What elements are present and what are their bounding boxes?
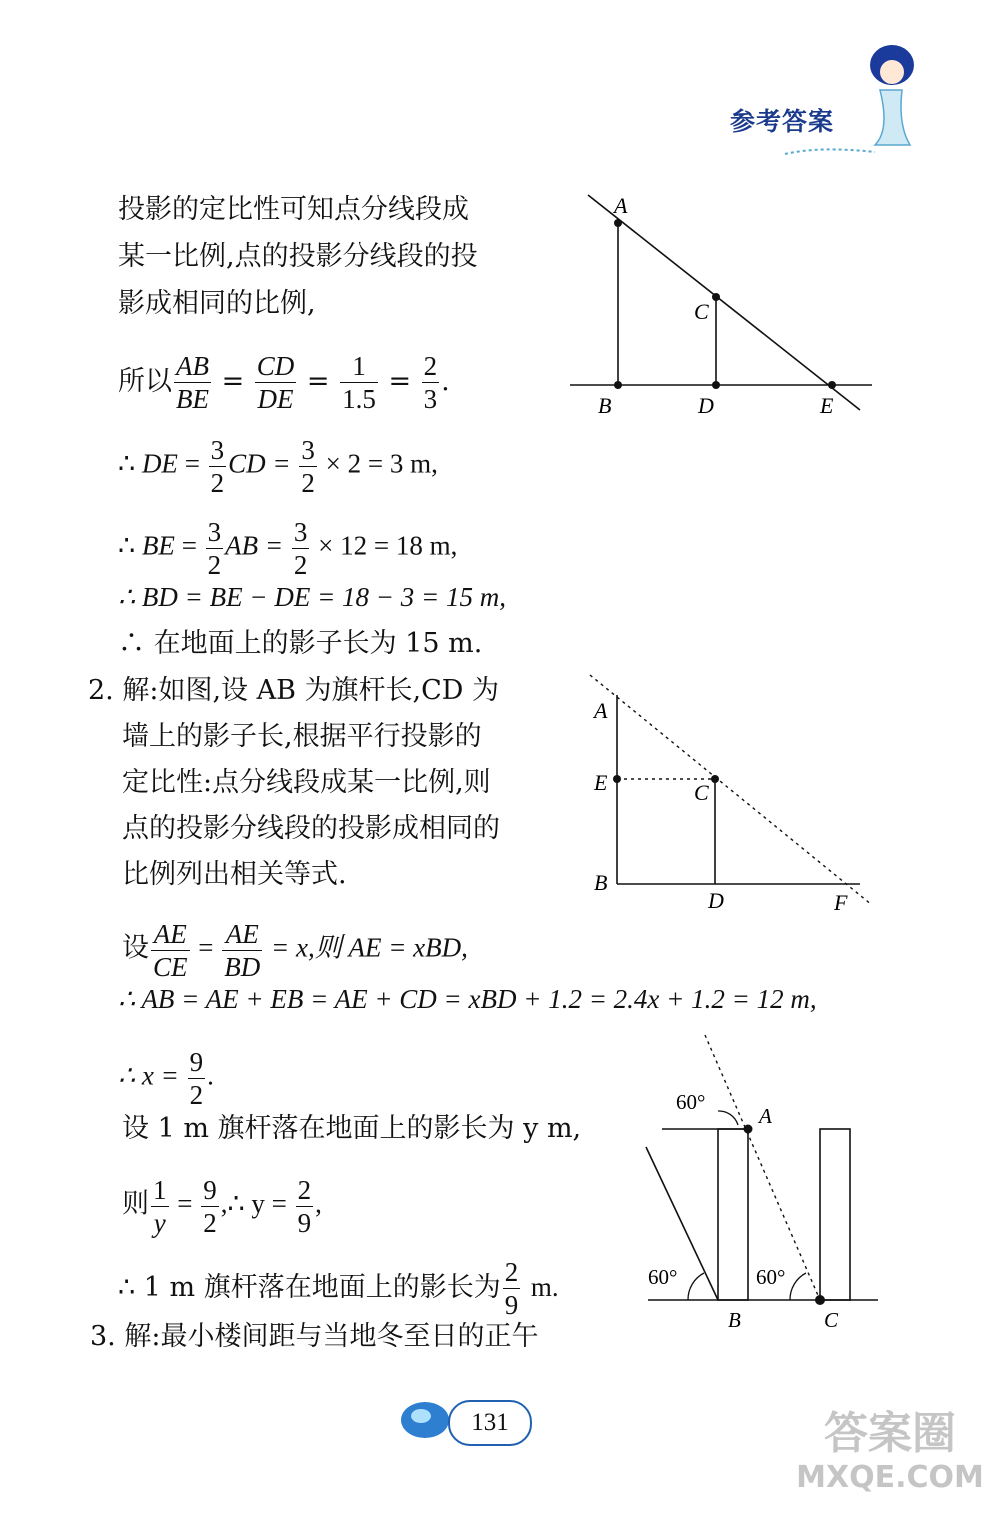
s2-line1: 2. 解:如图,设 AB 为旗杆长,CD 为 [88,675,499,706]
watermark: 答案圈 MXQE.COM [796,1408,984,1495]
s1-be-line: ∴ BE = $\frac{3}{2}$ AB = $\frac{3}{2}$ × 12 = 18 m, [118,517,458,580]
s1-line1: 投影的定比性可知点分线段成 [118,194,469,225]
fig2-label-b: B [594,870,608,895]
frac-2-3: $\frac{2}{3}$ [423,351,438,414]
fig3-label-b: B [728,1308,741,1332]
header-decoration [780,140,880,160]
fig1-label-e: E [820,393,834,418]
fig3-angle-top: 60° [676,1090,706,1114]
s2-line5: 比例列出相关等式. [122,859,347,890]
s2-line3: 定比性:点分线段成某一比例,则 [122,767,491,798]
page-number: 131 [448,1400,532,1446]
s1-bd-line: ∴ BD = BE − DE = 18 − 3 = 15 m, [118,582,506,612]
fig2-label-e: E [594,770,608,795]
s3-line1: 3. 解:最小楼间距与当地冬至日的正午 [90,1321,539,1352]
s2-shadow-line: ∴ 1 m 旗杆落在地面上的影长为 $\frac{2}{9}$ m. [118,1257,559,1320]
fig1-label-b: B [598,393,612,418]
fig3-angle-left: 60° [648,1265,678,1289]
fig2-label-a: A [594,698,608,723]
frac-ab-be: $\frac{AB}{BE}$ [176,351,209,414]
s1-suoyi: 所以 [118,366,172,397]
s2-x-line: ∴ x = $\frac{9}{2}$ . [118,1047,214,1110]
fig1-label-c: C [694,299,709,324]
fig3-angle-mid: 60° [756,1265,786,1289]
fig3-label-c: C [824,1308,839,1332]
s2-y-line: 设 1 m 旗杆落在地面上的影长为 y m, [122,1113,582,1144]
fig3-label-a: A [759,1104,772,1128]
s1-line2: 某一比例,点的投影分线段的投 [118,241,478,272]
figure3-diagram [640,1025,885,1340]
page-number-decoration [395,1392,455,1447]
s2-ze-line: 则 $\frac{1}{y}$ = $\frac{9}{2}$ ,∴ y = $\frac{2}{9}$ , [122,1175,322,1238]
figure1-diagram [560,185,880,425]
s2-line4: 点的投影分线段的投影成相同的 [122,813,500,844]
s2-she-line: 设 $\frac{AE}{CE}$ = $\frac{AE}{BD}$ = x,则 AE = xBD, [122,919,468,982]
fig2-label-d: D [708,888,724,913]
fig2-label-c: C [694,780,709,805]
fig2-label-f: F [834,890,848,915]
frac-1-15: $\frac{1}{1.5}$ [342,351,376,414]
fig1-label-d: D [698,393,714,418]
header-title: 参考答案 [730,107,835,136]
s1-line3: 影成相同的比例, [118,288,316,319]
s1-conclusion: ∴ 在地面上的影子长为 15 m. [118,628,483,659]
figure2-diagram [580,670,880,915]
frac-cd-de: $\frac{CD}{DE}$ [256,351,295,414]
s2-ab-line: ∴ AB = AE + EB = AE + CD = xBD + 1.2 = 2.4x + 1.2 = 12 m, [118,984,817,1014]
fig1-label-a: A [614,193,628,218]
s1-de-line: ∴ DE = $\frac{3}{2}$ CD = $\frac{3}{2}$ × 2 = 3 m, [118,435,438,498]
s1-ratio-line: 所以 $\frac{AB}{BE}$ = $\frac{CD}{DE}$ = $\frac{1}{1.5}$ = $\frac{2}{3}$ . [118,351,450,414]
s2-line2: 墙上的影子长,根据平行投影的 [122,721,482,752]
